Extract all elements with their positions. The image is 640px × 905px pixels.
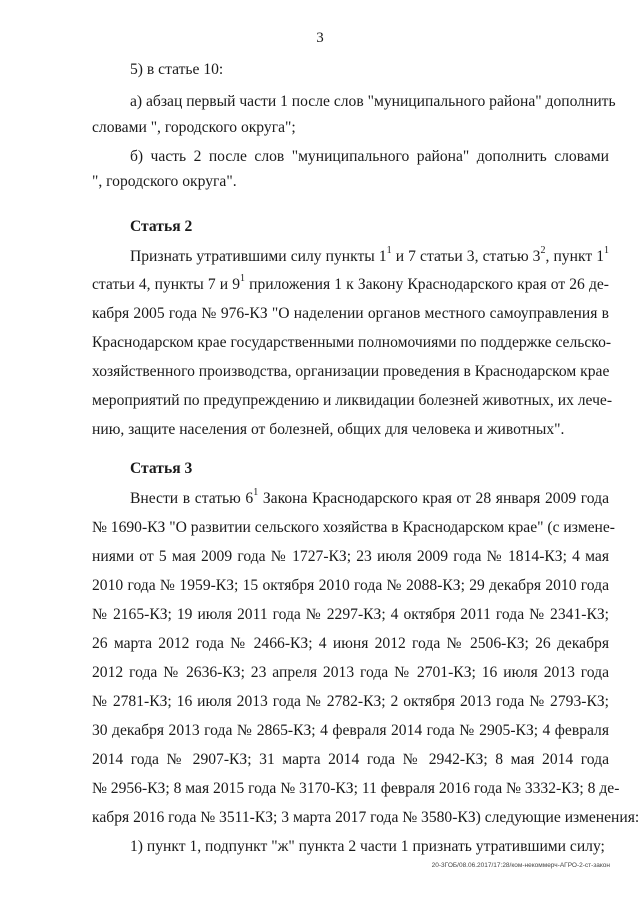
article2-heading: Статья 2 (130, 218, 193, 235)
article3-item1: 1) пункт 1, подпункт "ж" пункта 2 части 1 признать утратившими силу; (130, 838, 605, 855)
article3-line9: 30 декабря 2013 года № 2865-КЗ; 4 февраля 2014 года № 2905-КЗ; 4 февраля (92, 722, 609, 739)
article3-line11: № 2956-КЗ; 8 мая 2015 года № 3170-КЗ; 11 февраля 2016 года № 3332-КЗ; 8 де- (92, 780, 620, 797)
article3-line5: № 2165-КЗ; 19 июля 2011 года № 2297-КЗ; 4 октября 2011 года № 2341-КЗ; (92, 606, 609, 623)
article3-line7: 2012 года № 2636-КЗ; 23 апреля 2013 года № 2701-КЗ; 16 июля 2013 года (92, 664, 609, 681)
article2-line3: кабря 2005 года № 976-КЗ "О наделении органов местного самоуправления в (92, 305, 609, 322)
article2-line7: нию, защите населения от болезней, общих для человека и животных". (92, 421, 565, 438)
article3-line2: № 1690-КЗ "О развитии сельского хозяйства в Краснодарском крае" (с измене- (92, 519, 615, 536)
article2-line1: Признать утратившими силу пункты $1^1$ и 7 статьи 3, статью $3^2$, пункт $1^1$ (130, 244, 610, 265)
item5-intro: 5) в статье 10: (130, 61, 224, 78)
article3-line6: 26 марта 2012 года № 2466-КЗ; 4 июня 2012 года № 2506-КЗ; 26 декабря (92, 635, 609, 652)
article3-line1: Внести в статью $6^1$ Закона Краснодарского края от 28 января 2009 года (130, 486, 610, 507)
footer-file-stamp: 20-3ГОБ/08.06.2017/17:28/ком-некоммерч-АГРО-2-ст-закон (431, 862, 610, 869)
article3-line12: кабря 2016 года № 3511-КЗ; 3 марта 2017 года № 3580-КЗ) следующие изменения: (92, 809, 640, 826)
article3-heading: Статья 3 (130, 460, 193, 477)
article2-line6: мероприятий по предупреждению и ликвидации болезней животных, их лече- (92, 392, 613, 409)
item5-a-line1: а) абзац первый части 1 после слов "муниципального района" дополнить (130, 93, 616, 110)
article3-line8: № 2781-КЗ; 16 июля 2013 года № 2782-КЗ; 2 октября 2013 года № 2793-КЗ; (92, 693, 609, 710)
page-number: 3 (316, 30, 324, 46)
article2-line5: хозяйственного производства, организации проведения в Краснодарском крае (92, 363, 610, 380)
item5-b-line2: ", городского округа". (92, 173, 237, 190)
article2-line2: статьи 4, пункты 7 и $9^1$ приложения 1 к Закону Краснодарского края от 26 де- (92, 272, 609, 293)
article3-line3: ниями от 5 мая 2009 года № 1727-КЗ; 23 июля 2009 года № 1814-КЗ; 4 мая (92, 548, 609, 565)
article3-line10: 2014 года № 2907-КЗ; 31 марта 2014 года № 2942-КЗ; 8 мая 2014 года (92, 751, 609, 768)
item5-a-line2: словами ", городского округа"; (92, 119, 296, 136)
item5-b-line1: б) часть 2 после слов "муниципального района" дополнить словами (130, 148, 609, 165)
article3-line4: 2010 года № 1959-КЗ; 15 октября 2010 года № 2088-КЗ; 29 декабря 2010 года (92, 577, 609, 594)
article2-line4: Краснодарском крае государственными полномочиями по поддержке сельско- (92, 334, 612, 351)
